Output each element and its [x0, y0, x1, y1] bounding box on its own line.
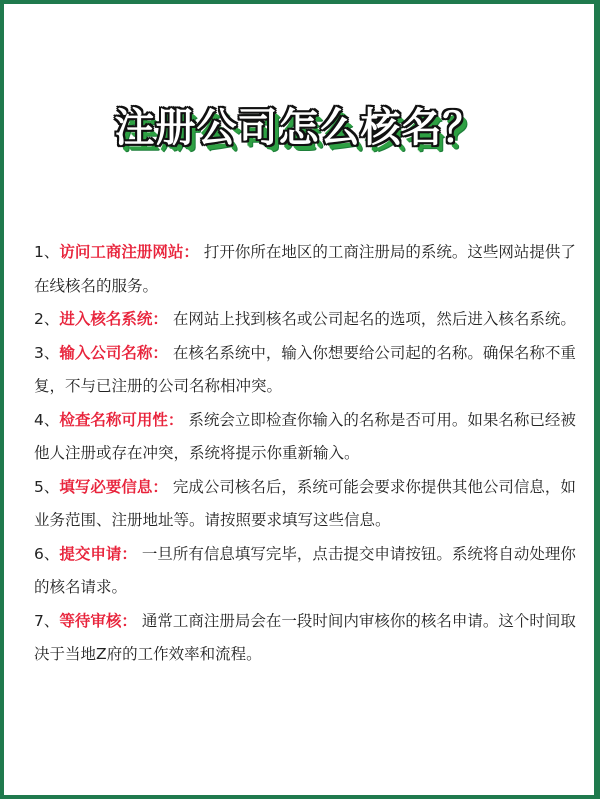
list-item: [34, 538, 580, 605]
list-item: [34, 303, 580, 337]
step-separator: ：: [121, 611, 137, 630]
step-separator: ：: [121, 544, 137, 563]
page-title: 注册公司怎么核名？: [114, 105, 484, 151]
step-number: 4、: [34, 410, 60, 429]
step-separator: ：: [167, 410, 184, 429]
step-keyword: 填写必要信息: [59, 477, 153, 496]
step-keyword: 检查名称可用性: [59, 410, 168, 429]
list-item: [34, 471, 580, 538]
step-keyword: 访问工商注册网站: [59, 243, 184, 261]
step-number: 2、: [34, 310, 60, 328]
step-separator: ：: [152, 477, 168, 496]
list-item: [34, 236, 580, 303]
step-text: 完成公司核名后，系统可能会要求你提供其他公司信息，如业务范围、注册地址等。请按照要求填写这些信息。: [34, 477, 576, 529]
step-number: 3、: [34, 343, 60, 362]
steps-list: [34, 236, 580, 672]
step-separator: ：: [183, 243, 199, 261]
list-item: [34, 404, 580, 471]
step-text: 在网站上找到核名或公司起名的选项，然后进入核名系统。: [172, 310, 576, 328]
step-number: 5、: [34, 477, 60, 496]
step-text: 一旦所有信息填写完毕，点击提交申请按钮。系统将自动处理你的核名请求。: [34, 544, 576, 596]
list-item: [34, 337, 580, 404]
list-item: [34, 605, 580, 672]
step-number: 6、: [34, 544, 60, 563]
step-separator: ：: [152, 310, 168, 328]
step-text: 通常工商注册局会在一段时间内审核你的核名申请。这个时间取决于当地Z府的工作效率和流程。: [34, 611, 576, 663]
step-keyword: 进入核名系统: [59, 310, 153, 328]
step-keyword: 输入公司名称: [59, 343, 153, 362]
step-separator: ：: [152, 343, 168, 362]
step-keyword: 提交申请: [59, 544, 122, 563]
step-text: 在核名系统中，输入你想要给公司起的名称。确保名称不重复，不与已注册的公司名称相冲突。: [34, 343, 576, 395]
step-number: 7、: [34, 611, 60, 630]
step-keyword: 等待审核: [59, 611, 122, 630]
step-number: 1、: [34, 243, 60, 261]
step-text: 系统会立即检查你输入的名称是否可用。如果名称已经被他人注册或存在冲突，系统将提示你重新输入。: [34, 410, 576, 462]
step-text: 打开你所在地区的工商注册局的系统。这些网站提供了在线核名的服务。: [34, 243, 576, 295]
